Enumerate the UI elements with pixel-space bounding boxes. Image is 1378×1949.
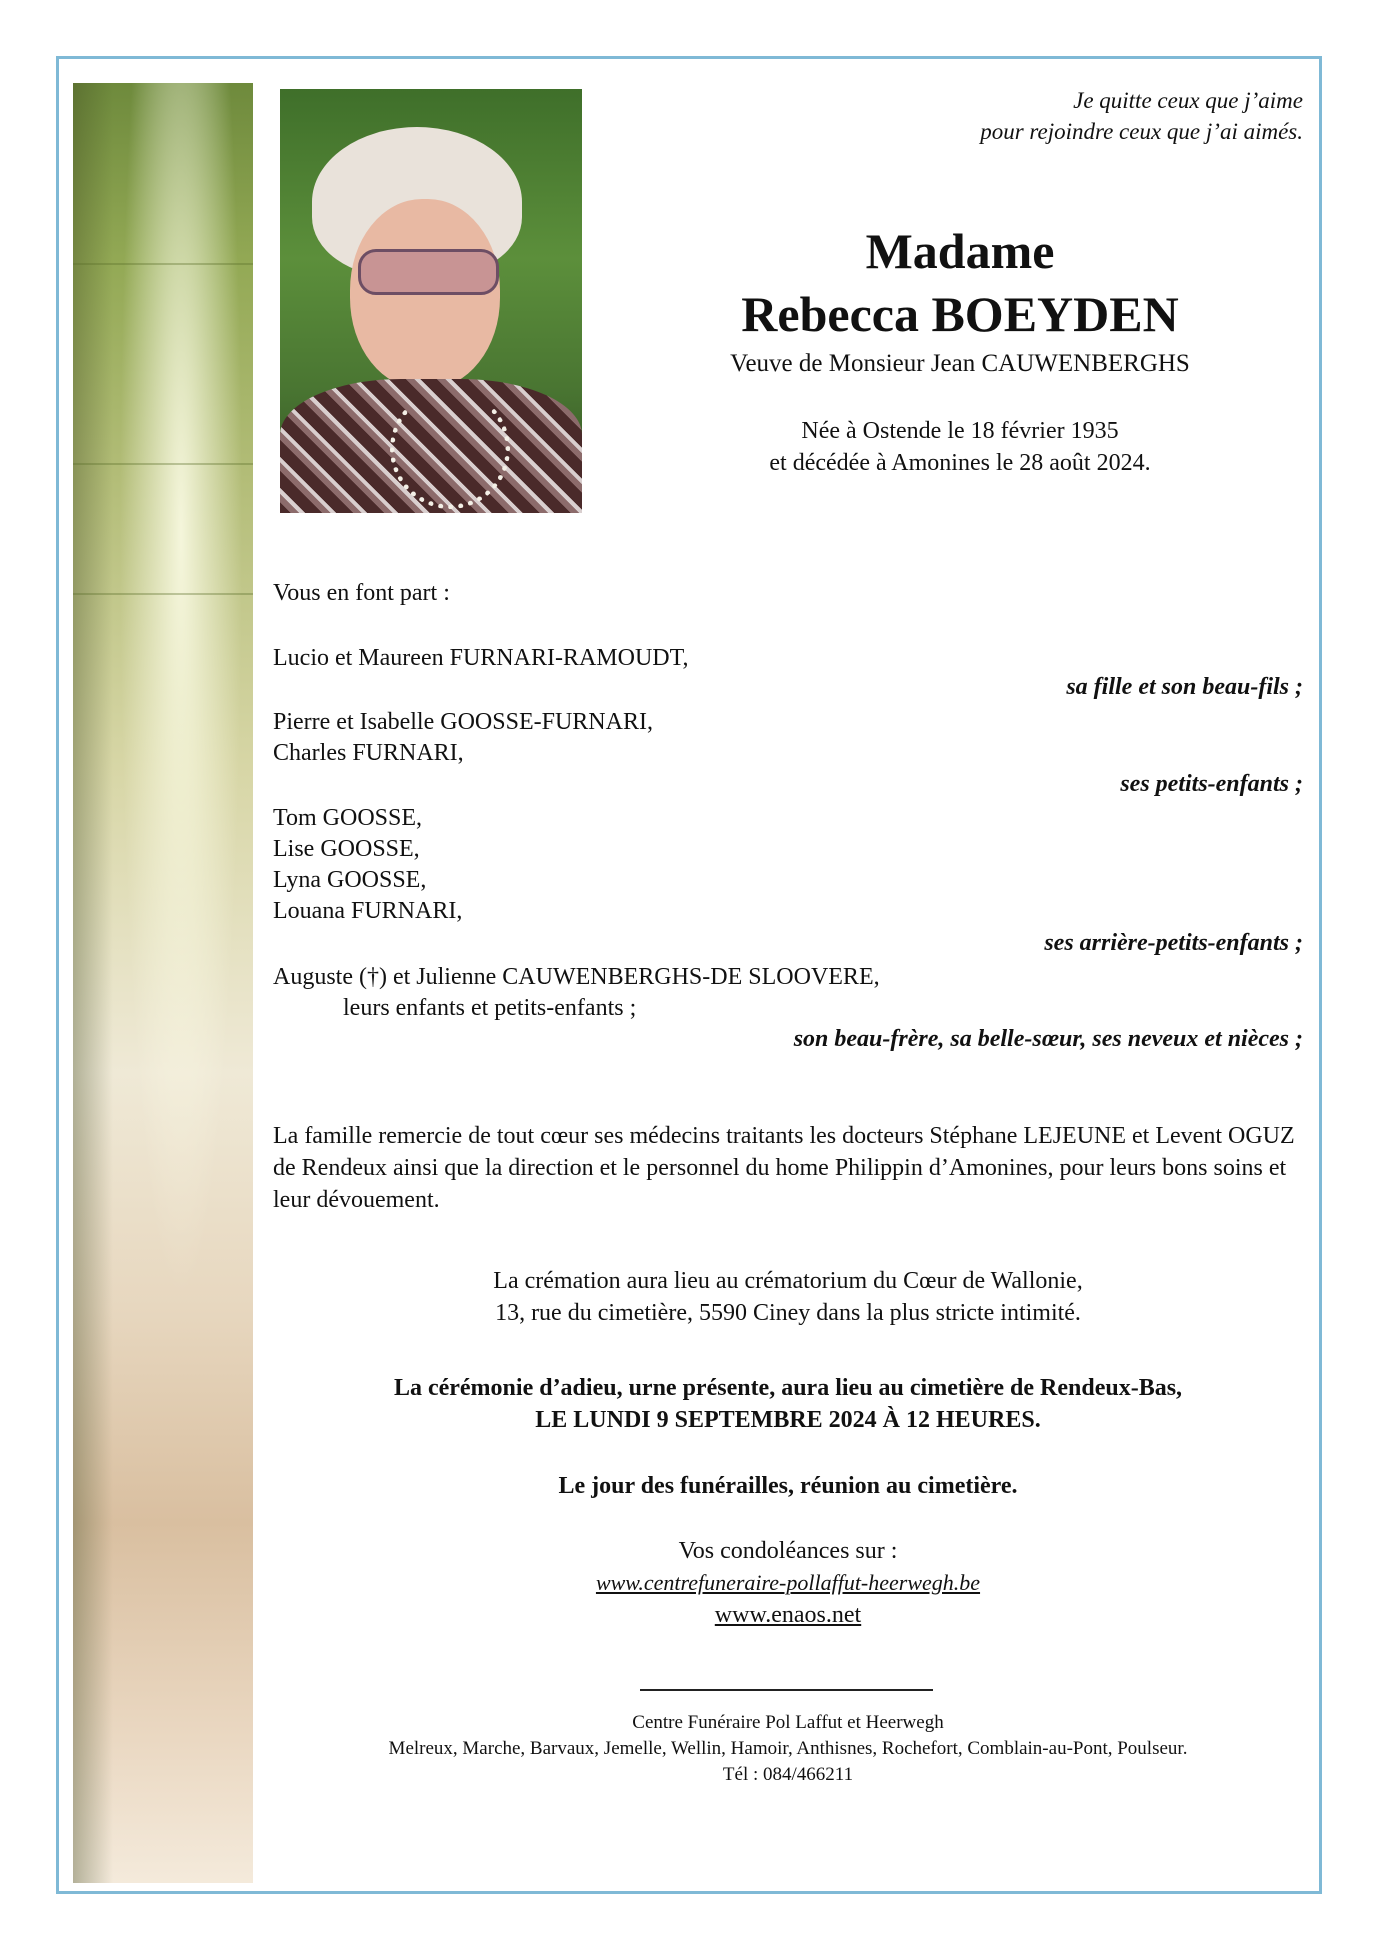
deceased-name: Rebecca BOEYDEN [741,286,1179,342]
quote-line-2: pour rejoindre ceux que j’ai aimés. [980,119,1303,144]
condolences-link-enaos[interactable]: www.enaos.net [714,1602,862,1628]
cremation-line-1: La crémation aura lieu au crématorium du Cœur de Wallonie, [493,1268,1083,1294]
portrait-glasses [358,249,499,295]
branch-line [73,463,253,465]
relation-label: sa fille et son beau-fils ; [1066,674,1303,700]
family-name: Charles FURNARI, [273,740,464,766]
family-name: leurs enfants et petits-enfants ; [343,995,637,1021]
family-name: Lise GOOSSE, [273,836,420,862]
forest-path-image [73,83,253,1883]
birth-line: Née à Ostende le 18 février 1935 [801,418,1119,444]
honorific: Madame [865,223,1055,279]
meeting-info: Le jour des funérailles, réunion au cimetière. [558,1473,1018,1499]
death-line: et décédée à Amonines le 28 août 2024. [769,450,1151,476]
quote-line-1: Je quitte ceux que j’aime [1073,88,1303,113]
funeral-home-name: Centre Funéraire Pol Laffut et Heerwegh [632,1712,944,1733]
relation-label: ses arrière-petits-enfants ; [1044,930,1303,956]
funeral-home-locations: Melreux, Marche, Barvaux, Jemelle, Wellin, Hamoir, Anthisnes, Rochefort, Comblain-au-Pont, Poulseur. [388,1738,1188,1759]
condolences-link-primary[interactable]: www.centrefuneraire-pollaffut-heerwegh.be [595,1570,981,1595]
relation-label: son beau-frère, sa belle-sœur, ses neveux et nièces ; [793,1026,1303,1052]
portrait-necklace [390,389,510,509]
divider-line [640,1689,933,1691]
family-name: Louana FURNARI, [273,898,463,924]
thanks-paragraph: La famille remercie de tout cœur ses médecins traitants les docteurs Stéphane LEJEUNE et Levent OGUZ de Rendeux ainsi que la direction et le personnel du home Philippin d’Amonines, pour leurs bons soins et leur dévouement. [273,1123,1295,1213]
family-name: Auguste (†) et Julienne CAUWENBERGHS-DE SLOOVERE, [273,964,880,990]
branch-line [73,263,253,265]
funeral-home-footer [273,1710,1303,1788]
family-name: Lyna GOOSSE, [273,867,427,893]
epitaph-quote [980,85,1303,147]
relation-label: ses petits-enfants ; [1120,771,1303,797]
family-name: Tom GOOSSE, [273,805,423,831]
family-name: Pierre et Isabelle GOOSSE-FURNARI, [273,709,653,735]
cremation-line-2: 13, rue du cimetière, 5590 Ciney dans la plus stricte intimité. [495,1300,1081,1326]
ceremony-line-1: La cérémonie d’adieu, urne présente, aura lieu au cimetière de Rendeux-Bas, [393,1375,1183,1401]
branch-line [73,593,253,595]
image-shade [73,83,113,1883]
ceremony-line-2: LE LUNDI 9 SEPTEMBRE 2024 À 12 HEURES. [535,1407,1041,1433]
funeral-home-phone: Tél : 084/466211 [722,1764,854,1785]
condolences-block [273,1535,1303,1631]
announce-intro: Vous en font part : [273,580,450,606]
portrait-photo [280,89,582,513]
family-name: Lucio et Maureen FURNARI-RAMOUDT, [273,645,689,671]
ceremony-info [273,1372,1303,1436]
cremation-info [273,1265,1303,1329]
spouse-line: Veuve de Monsieur Jean CAUWENBERGHS [730,350,1190,377]
condolences-label: Vos condoléances sur : [678,1538,898,1564]
